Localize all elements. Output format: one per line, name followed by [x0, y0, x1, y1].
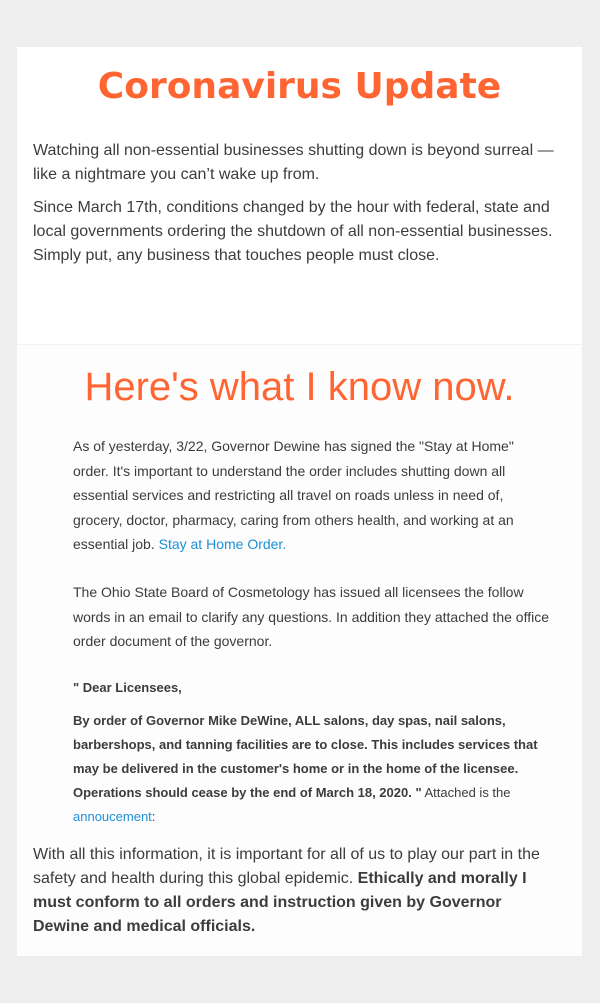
- quote-tail-colon: :: [151, 809, 156, 824]
- section-title: Here's what I know now.: [84, 365, 515, 409]
- stay-at-home-order-link[interactable]: Stay at Home Order.: [158, 536, 287, 552]
- order-paragraph: [73, 434, 553, 557]
- closing-bold-text: Ethically and morally I must conform to all orders and instruction given by Governor Dewine and medical officials.: [33, 870, 527, 935]
- board-paragraph: The Ohio State Board of Cosmetology has issued all licensees the follow words in an email to clarify any questions. In addition they attached the office order document of the governor.: [73, 584, 550, 649]
- page-title: Coronavirus Update: [97, 66, 502, 107]
- quote-body-text: By order of Governor Mike DeWine, ALL salons, day spas, nail salons, barbershops, and tanning facilities are to close. This includes services that may be delivered in the customer's home or in the home of the licensee. Operations should cease by the end of March 18, 2020. ": [73, 713, 538, 800]
- order-paragraph-text: As of yesterday, 3/22, Governor Dewine has signed the "Stay at Home" order. It's important to understand the order includes shutting down all essential services and restricting all travel on roads unless in need of, grocery, doctor, pharmacy, caring from others health, and working at an essential job.: [73, 438, 514, 552]
- closing-paragraph: [33, 843, 561, 939]
- update-section: [17, 47, 582, 344]
- announcement-link[interactable]: annoucement: [73, 809, 152, 824]
- intro-paragraph-2: Since March 17th, conditions changed by the hour with federal, state and local governments ordering the shutdown of all non-essential businesses. Simply put, any business that touches people must close.: [33, 199, 553, 264]
- quote-tail-text: Attached is the: [421, 785, 511, 800]
- quote-body: [73, 709, 553, 829]
- email-card: [17, 47, 582, 956]
- closing-text: With all this information, it is important for all of us to play our part in the safety and health during this global epidemic.: [33, 846, 540, 887]
- info-section: [17, 345, 582, 956]
- intro-paragraph-1: Watching all non-essential businesses shutting down is beyond surreal — like a nightmare you can’t wake up from.: [33, 142, 554, 183]
- quote-salutation: " Dear Licensees,: [73, 680, 182, 695]
